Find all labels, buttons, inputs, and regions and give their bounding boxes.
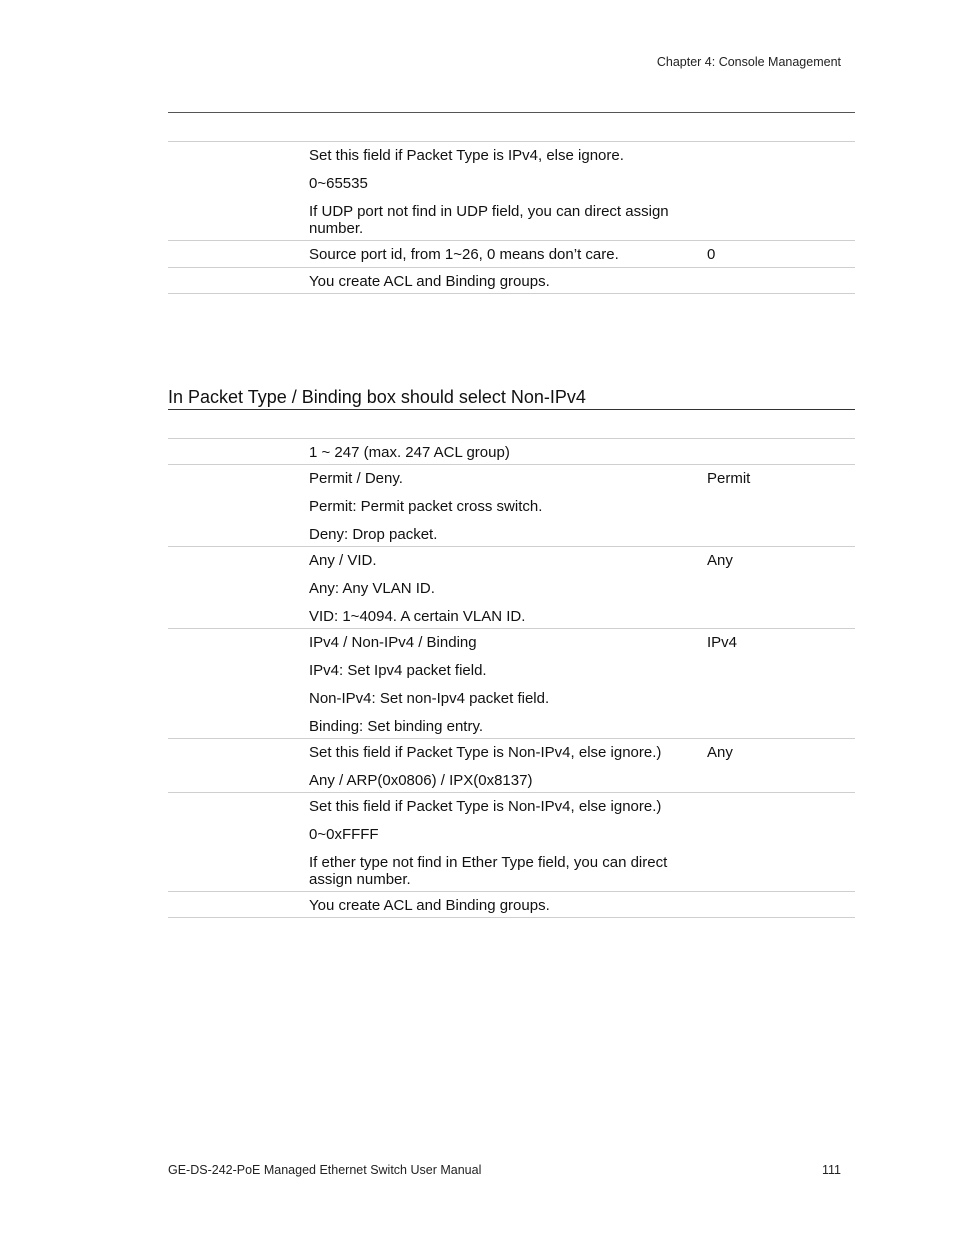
- table-row: [168, 142, 855, 241]
- description-cell: [309, 444, 707, 461]
- table-row: [168, 439, 855, 465]
- default-value-cell: Permit: [707, 470, 751, 487]
- description-line: Source port id, from 1~26, 0 means don’t care.: [309, 246, 619, 263]
- running-header: Chapter 4: Console Management: [656, 55, 841, 69]
- description-line: VID: 1~4094. A certain VLAN ID.: [309, 608, 526, 625]
- parameter-table-1: [168, 113, 855, 294]
- parameter-table-2: [168, 410, 855, 918]
- description-line: 1 ~ 247 (max. 247 ACL group): [309, 444, 510, 461]
- description-cell: [309, 897, 707, 914]
- table-row: [168, 547, 855, 629]
- table-header-row: [168, 113, 855, 142]
- parameter-cell: [168, 147, 309, 237]
- parameter-cell: [168, 634, 309, 735]
- default-value-cell: [707, 897, 855, 914]
- description-cell: [309, 470, 707, 543]
- description-line: Any / ARP(0x0806) / IPX(0x8137): [309, 772, 533, 789]
- default-value-cell: [707, 273, 855, 290]
- parameter-cell: [168, 246, 309, 264]
- description-line: Set this field if Packet Type is Non-IPv4, else ignore.): [309, 744, 662, 761]
- description-line: You create ACL and Binding groups.: [309, 897, 550, 914]
- parameter-cell: [168, 798, 309, 888]
- description-line: 0~65535: [309, 175, 368, 192]
- table-row: [168, 465, 855, 547]
- description-line: If UDP port not find in UDP field, you can direct assign number.: [309, 203, 669, 237]
- description-line: If ether type not find in Ether Type field, you can direct assign number.: [309, 854, 668, 888]
- parameter-cell: [168, 470, 309, 543]
- description-line: Any / VID.: [309, 552, 377, 569]
- description-line: 0~0xFFFF: [309, 826, 379, 843]
- description-cell: [309, 744, 707, 789]
- description-line: IPv4: Set Ipv4 packet field.: [309, 662, 487, 679]
- description-line: You create ACL and Binding groups.: [309, 273, 550, 290]
- description-cell: [309, 147, 707, 237]
- parameter-cell: [168, 552, 309, 625]
- table-row: [168, 629, 855, 739]
- default-value-cell: 0: [707, 246, 716, 263]
- description-line: Deny: Drop packet.: [309, 526, 438, 543]
- footer-manual-title: GE-DS-242-PoE Managed Ethernet Switch User Manual: [168, 1163, 482, 1177]
- parameter-cell: [168, 273, 309, 290]
- description-cell: [309, 798, 707, 888]
- table-row: [168, 793, 855, 892]
- description-cell: [309, 634, 707, 735]
- default-value-cell: [707, 147, 855, 237]
- description-line: Permit: Permit packet cross switch.: [309, 498, 543, 515]
- default-value-cell: [707, 444, 855, 461]
- table-row: [168, 892, 855, 918]
- default-value-cell: [707, 798, 855, 888]
- description-cell: [309, 246, 707, 264]
- description-line: Permit / Deny.: [309, 470, 403, 487]
- page-number: 111: [821, 1163, 841, 1177]
- default-value-cell: IPv4: [707, 634, 738, 651]
- description-line: Non-IPv4: Set non-Ipv4 packet field.: [309, 690, 550, 707]
- parameter-cell: [168, 897, 309, 914]
- table-row: [168, 268, 855, 294]
- section-heading: In Packet Type / Binding box should select Non-IPv4: [168, 386, 855, 410]
- description-line: Set this field if Packet Type is Non-IPv4, else ignore.): [309, 798, 662, 815]
- description-line: Binding: Set binding entry.: [309, 718, 484, 735]
- default-value-cell: Any: [707, 744, 733, 761]
- parameter-cell: [168, 444, 309, 461]
- description-cell: [309, 552, 707, 625]
- default-value-cell: Any: [707, 552, 733, 569]
- table-row: [168, 739, 855, 793]
- parameter-cell: [168, 744, 309, 789]
- description-line: Set this field if Packet Type is IPv4, else ignore.: [309, 147, 624, 164]
- table-header-row: [168, 410, 855, 439]
- description-line: Any: Any VLAN ID.: [309, 580, 435, 597]
- description-cell: [309, 273, 707, 290]
- table-row: [168, 241, 855, 268]
- description-line: IPv4 / Non-IPv4 / Binding: [309, 634, 477, 651]
